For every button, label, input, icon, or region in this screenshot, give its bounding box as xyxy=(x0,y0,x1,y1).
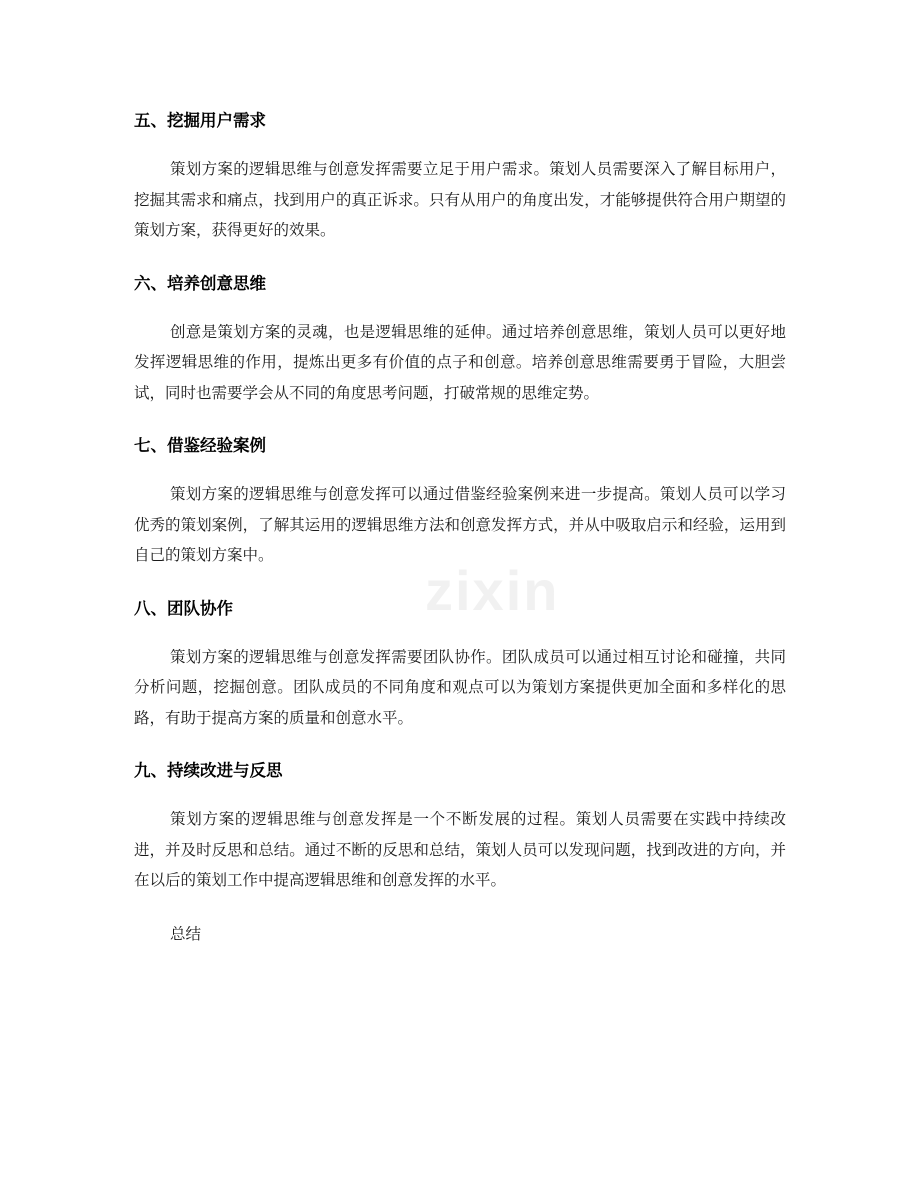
section-heading: 七、借鉴经验案例 xyxy=(134,436,266,455)
section-heading: 八、团队协作 xyxy=(134,598,233,618)
document-body xyxy=(134,106,786,949)
section-heading: 六、培养创意思维 xyxy=(134,273,266,293)
section-heading: 九、持续改进与反思 xyxy=(134,761,283,780)
section-paragraph: 策划方案的逻辑思维与创意发挥需要立足于用户需求。策划人员需要深入了解目标用户，挖掘其需求和痛点，找到用户的真正诉求。只有从用户的角度出发，才能够提供符合用户期望的策划方案，获得更好的效果。 xyxy=(134,160,786,239)
section-6 xyxy=(134,269,786,409)
watermark-logo: zixin xyxy=(425,559,560,622)
section-paragraph: 创意是策划方案的灵魂，也是逻辑思维的延伸。通过培养创意思维，策划人员可以更好地发挥逻辑思维的作用，提炼出更多有价值的点子和创意。培养创意思维需要勇于冒险，大胆尝试，同时也需要学会从不同的角度思考问题，打破常规的思维定势。 xyxy=(134,322,786,402)
section-paragraph: 策划方案的逻辑思维与创意发挥需要团队协作。团队成员可以通过相互讨论和碰撞，共同分析问题，挖掘创意。团队成员的不同角度和观点可以为策划方案提供更加全面和多样化的思路，有助于提高方案的质量和创意水平。 xyxy=(134,647,786,727)
section-5 xyxy=(134,106,786,246)
section-paragraph: 策划方案的逻辑思维与创意发挥可以通过借鉴经验案例来进一步提高。策划人员可以学习优秀的策划案例，了解其运用的逻辑思维方法和创意发挥方式，并从中吸取启示和经验，运用到自己的策划方案中。 xyxy=(134,485,786,564)
section-heading: 五、挖掘用户需求 xyxy=(134,111,266,130)
section-7 xyxy=(134,431,786,571)
section-8 xyxy=(134,594,786,734)
summary-label: 总结 xyxy=(170,924,202,943)
section-9 xyxy=(134,756,786,896)
section-paragraph: 策划方案的逻辑思维与创意发挥是一个不断发展的过程。策划人员需要在实践中持续改进，并及时反思和总结。通过不断的反思和总结，策划人员可以发现问题，找到改进的方向，并在以后的策划工作中提高逻辑思维和创意发挥的水平。 xyxy=(134,810,786,889)
